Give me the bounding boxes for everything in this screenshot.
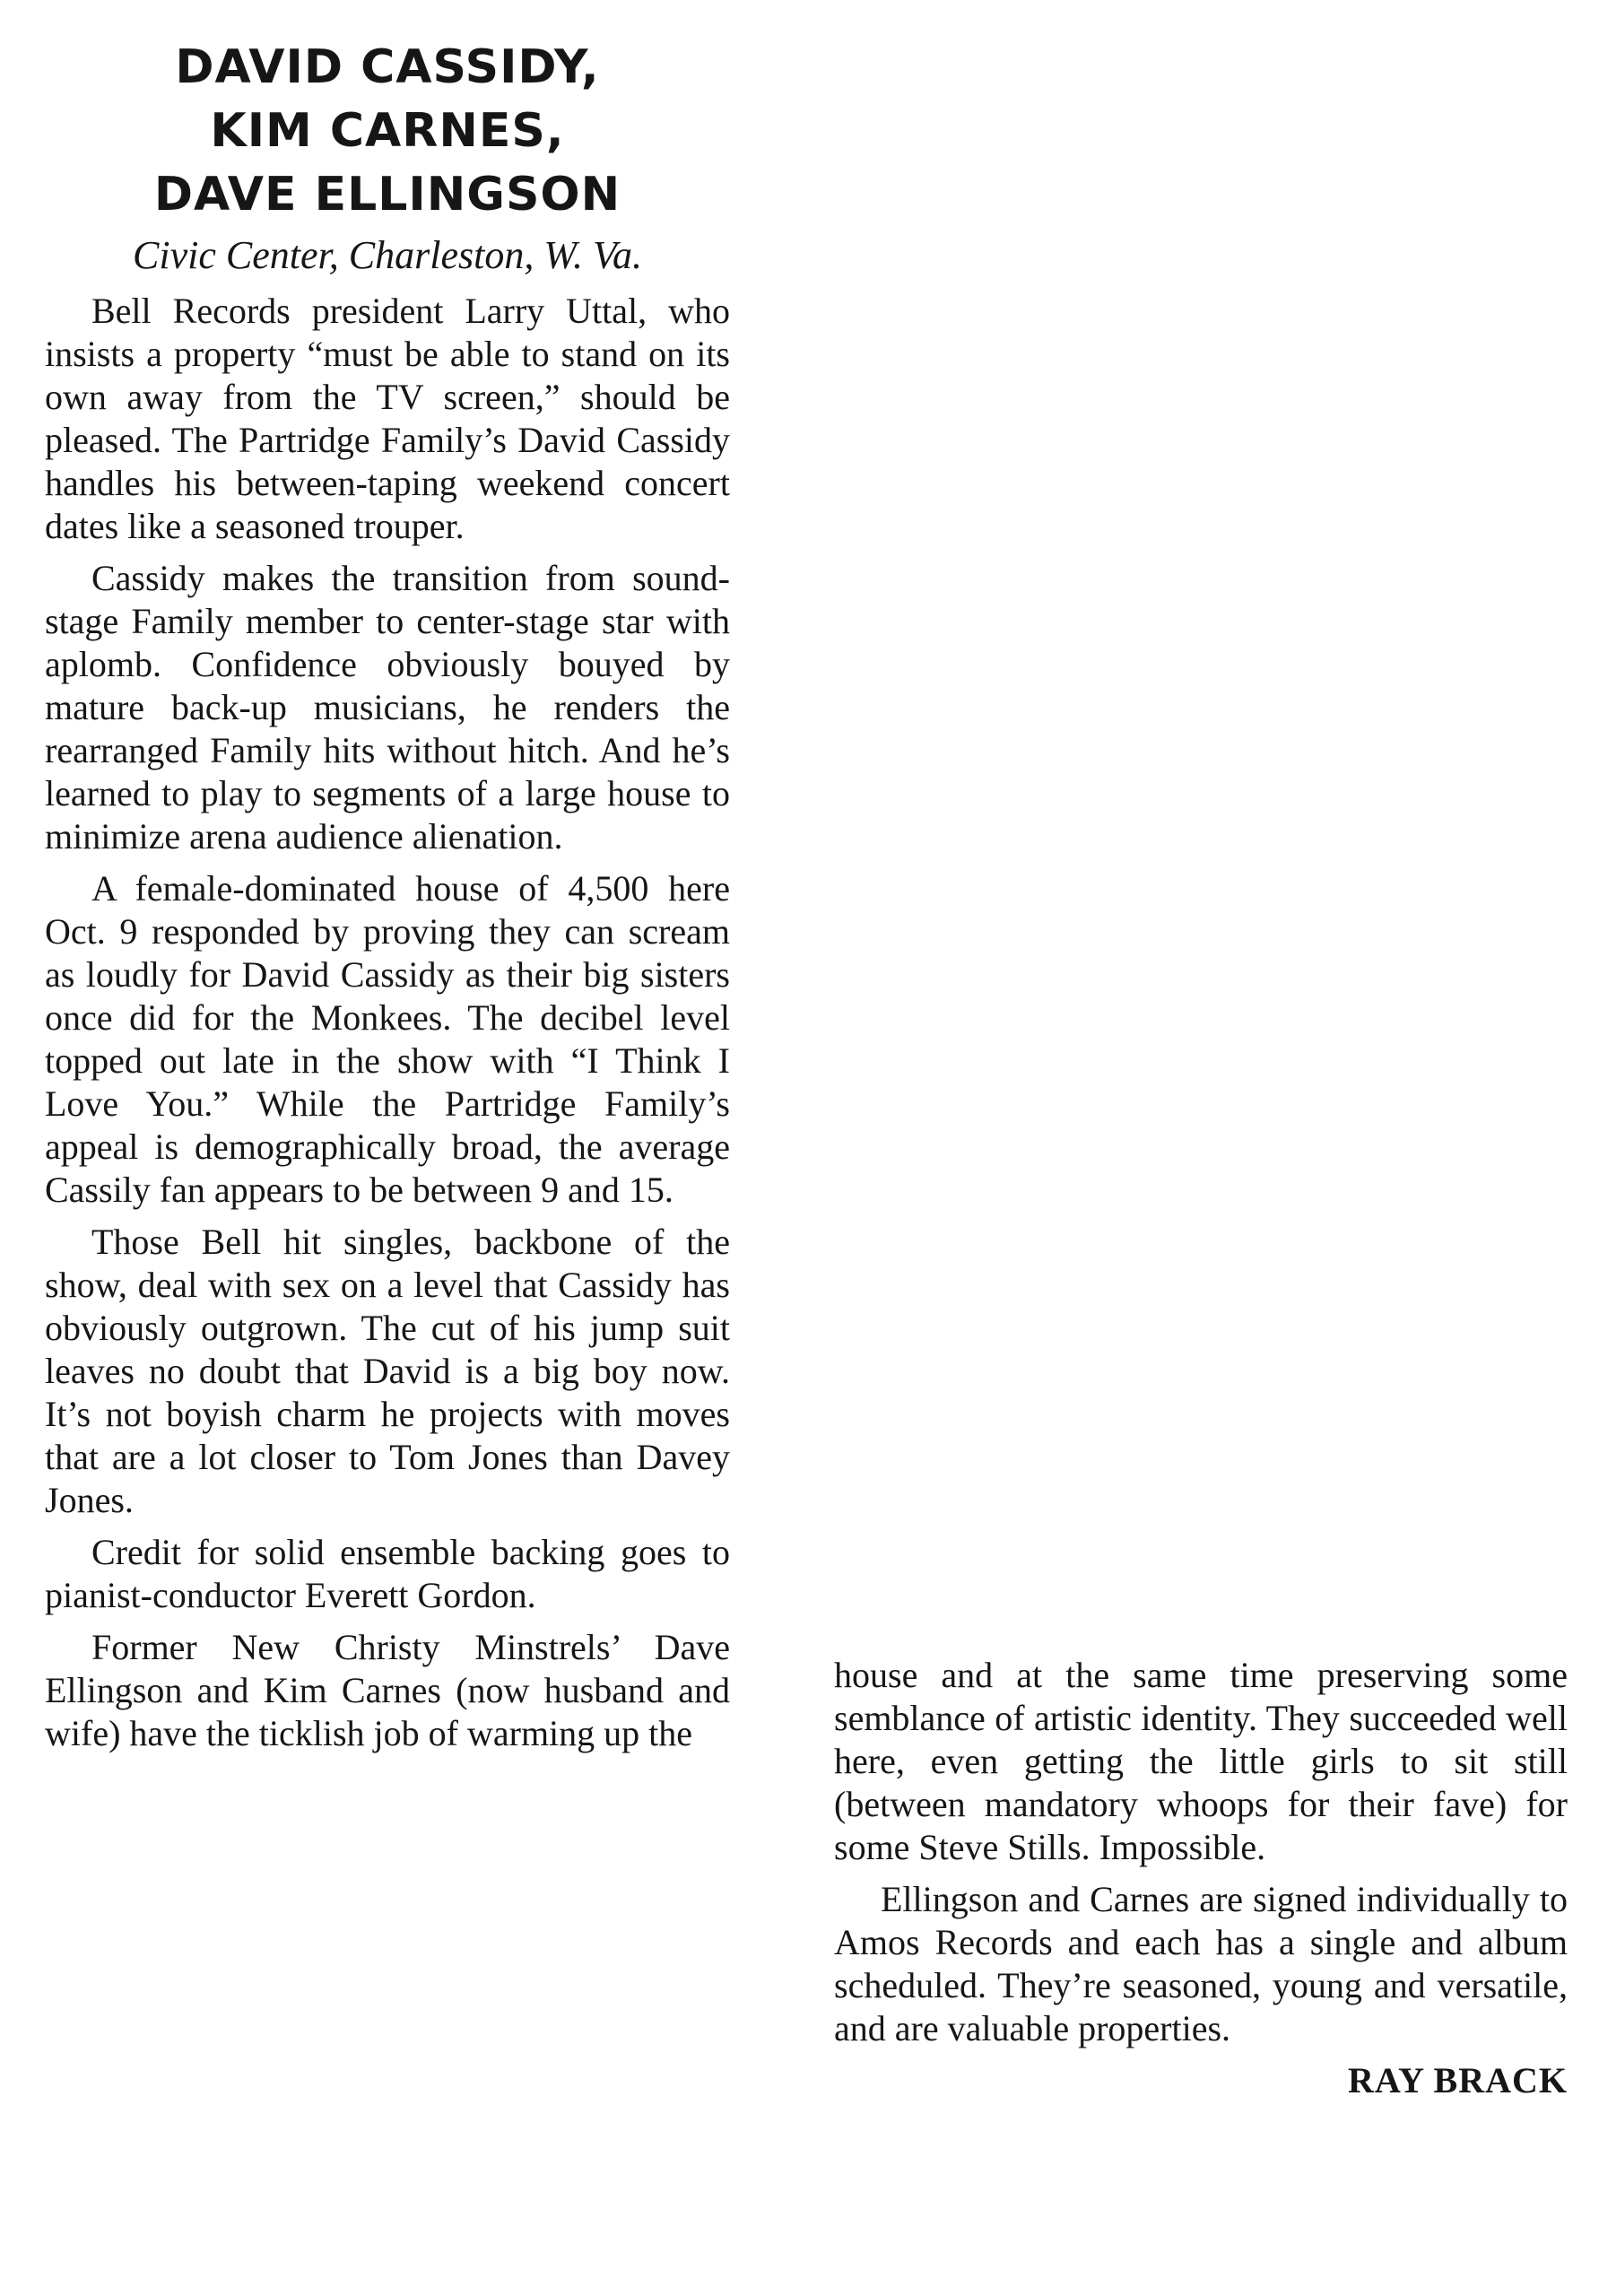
headline-line: KIM CARNES, (210, 104, 565, 158)
article-paragraph: Credit for solid ensemble backing goes to pianist-conductor Everett Gordon. (45, 1532, 730, 1615)
article-paragraph: house and at the same time preserving some semblance of artistic identity. They succeeded well here, even getting the little girls to sit still (between mandatory whoops for their fave) for some Steve Stills. Impossible. (834, 1655, 1568, 1867)
right-column (834, 1654, 1568, 2102)
byline: RAY BRACK (1348, 2060, 1568, 2100)
headline-line: DAVE ELLINGSON (153, 168, 621, 222)
article-paragraph: Ellingson and Carnes are signed individually to Amos Records and each has a single and album scheduled. They’re seasoned, young and versatile, and are valuable properties. (834, 1879, 1568, 2048)
article-paragraph: Former New Christy Minstrels’ Dave Ellingson and Kim Carnes (now husband and wife) have the ticklish job of warming up the (45, 1627, 730, 1753)
left-column (45, 36, 730, 1755)
article-paragraph: A female-dominated house of 4,500 here Oct. 9 responded by proving they can scream as loudly for David Cassidy as their big sisters once did for the Monkees. The decibel level topped out late in the show with “I Think I Love You.” While the Partridge Family’s appeal is demographically broad, the average Cassily fan appears to be between 9 and 15. (45, 868, 730, 1210)
byline-row (834, 2059, 1568, 2102)
article-paragraph: Cassidy makes the transition from sound-stage Family member to center-stage star with aplomb. Confidence obviously bouyed by mature back-up musicians, he renders the rearranged Family hits without hitch. And he’s learned to play to segments of a large house to minimize arena audience alienation. (45, 558, 730, 857)
headline (45, 36, 730, 227)
article-paragraph: Bell Records president Larry Uttal, who insists a property “must be able to stand on its own away from the TV screen,” should be pleased. The Partridge Family’s David Cassidy handles his between-taping weekend concert dates like a seasoned trouper. (45, 291, 730, 546)
headline-line: DAVID CASSIDY, (175, 40, 600, 94)
article-paragraph: Those Bell hit singles, backbone of the show, deal with sex on a level that Cassidy has obviously outgrown. The cut of his jump suit leaves no doubt that David is a big boy now. It’s not boyish charm he projects with moves that are a lot closer to Tom Jones than Davey Jones. (45, 1222, 730, 1520)
venue-line: Civic Center, Charleston, W. Va. (133, 233, 642, 277)
